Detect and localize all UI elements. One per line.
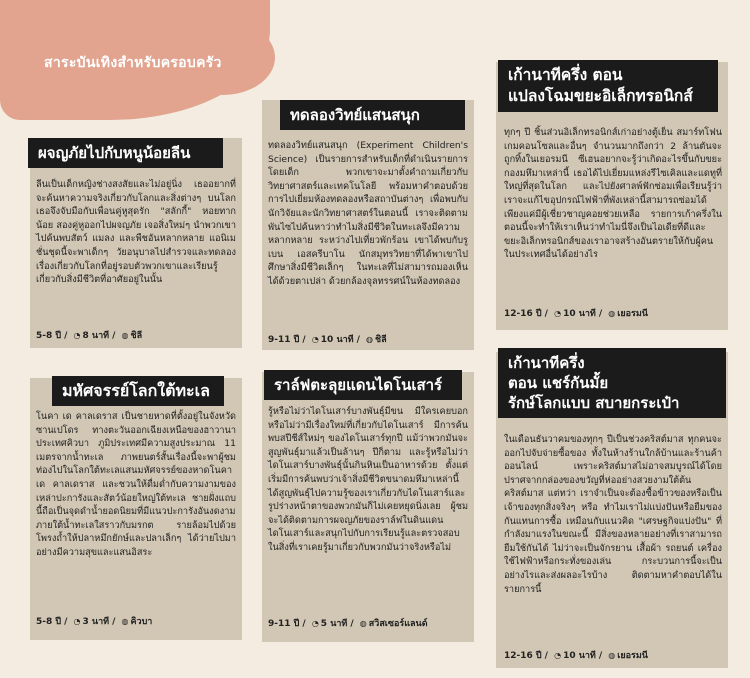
card-meta: 5-8 ปี / ◔ 3 นาที / ◍ คิวบา xyxy=(36,617,153,627)
duration: 8 นาที xyxy=(82,331,110,341)
clock-icon: ◔ xyxy=(311,335,319,344)
card-title-line: รักษ์โลกแบบ สบายกระเป๋า xyxy=(508,394,680,412)
card-title-line: ตอน แชร์กันมั้ย xyxy=(508,374,609,392)
globe-icon: ◍ xyxy=(121,331,129,340)
card-title: มหัศจรรย์โลกใต้ทะเล xyxy=(52,376,224,406)
age-range: 5-8 ปี xyxy=(36,617,62,627)
age-range: 9-11 ปี xyxy=(268,619,300,629)
clock-icon: ◔ xyxy=(554,309,562,318)
section-title: สาระบันเทิงสำหรับครอบครัว xyxy=(44,55,222,71)
duration: 10 นาที xyxy=(563,309,596,319)
card-body: ทดลองวิทย์แสนสนุก (Experiment Children's Science) เป็นรายการสำหรับเด็กที่ดำเนินรายการโดยเด็ก พวกเขาจะมาตั้งคำถามเกี่ยวกับวิทยาศาสตร์และเทคโนโลยี พร้อมหาคำตอบด้วยการไปเยี่ยมห้องทดลองหรือสถาบันต่างๆ เพื่อพบกับนักวิจัยและนักวิทยาศาสตร์ในตอนนี้ เราจะติดตามพันไซไปค้นหาว่าทำไมสิ่งมีชีวิตในทะเลจึงมีความหลากหลาย ระหว่างไปเที่ยวพักร้อน เขาได้พบกับรูเบน เอสครีบาโน นักสมุทรวิทยาที่ได้พาเขาไปศึกษาสิ่งมีชีวิตเล็กๆ ในทะเลที่ไม่สามารถมองเห็นได้ด้วยตาเปล่า ด้วยกล้องจุลทรรศน์ในห้องทดลอง xyxy=(268,140,468,287)
duration: 3 นาที xyxy=(82,617,110,627)
clock-icon: ◔ xyxy=(73,331,81,340)
globe-icon: ◍ xyxy=(608,651,616,660)
country: เยอรมนี xyxy=(617,651,648,661)
card-title-line: เก้านาทีครึ่ง ตอน xyxy=(508,66,623,84)
age-range: 5-8 ปี xyxy=(36,331,62,341)
country: ชิลี xyxy=(375,335,387,345)
card-body: โนคา เด คาลเดราส เป็นชายหาดที่ตั้งอยู่ในจังหวัดซานเปโดร ทางตะวันออกเฉียงเหนือของฮาวานา ประเทศคิวบา ภูมิประเทศมีความสูงประมาณ 11 เมตรจากน้ำทะเล ภาพยนตร์สั้นเรื่องนี้จะพาผู้ชมท่องไปในโลกใต้ทะเลแสนมหัศจรรย์ของหาดโนคา เด คาลเดราส และชวนให้ดื่มด่ำกับความงามของเหล่าปะการังและสัตว์น้อยใหญ่ใต้ทะเล ชายฝั่งแถบนี้ถือเป็นจุดดำน้ำยอดนิยมที่มีแนวปะการังอันงดงาม ภายใต้น้ำทะเลใสราวกับมรกต รายล้อมไปด้วยโพรงถ้ำให้ปลาหมึกยักษ์และปลาเล็กๆ ได้ว่ายไปมาอย่างมีความสุขและแสนอิสระ xyxy=(36,411,236,558)
card-meta: 9-11 ปี / ◔ 5 นาที / ◍ สวิสเซอร์แลนด์ xyxy=(268,619,428,629)
globe-icon: ◍ xyxy=(359,619,367,628)
card-title: ทดลองวิทย์แสนสนุก xyxy=(280,100,465,130)
country: ชิลี xyxy=(130,331,143,341)
card-title xyxy=(498,60,718,112)
globe-icon: ◍ xyxy=(366,335,374,344)
globe-icon: ◍ xyxy=(608,309,616,318)
country: เยอรมนี xyxy=(617,309,648,319)
card-meta: 9-11 ปี / ◔ 10 นาที / ◍ ชิลี xyxy=(268,335,387,345)
country: คิวบา xyxy=(130,617,153,627)
card-meta: 5-8 ปี / ◔ 8 นาที / ◍ ชิลี xyxy=(36,331,143,341)
card-meta: 12-16 ปี / ◔ 10 นาที / ◍ เยอรมนี xyxy=(504,309,648,319)
card-title: ผจญภัยไปกับหนูน้อยลีน xyxy=(28,138,223,168)
globe-icon: ◍ xyxy=(121,617,129,626)
card-body: ลีนเป็นเด็กหญิงช่างสงสัยและไม่อยู่นิ่ง เธออยากที่จะค้นหาความจริงเกี่ยวกับโลกและสิ่งต่างๆ บนโลก เธอจึงจับมือกับเพื่อนคู่หูสุดรัก "สลักกี้" หอยทากน้อย สองคู่หูออกไปผจญภัย เจอสิ่งใหม่ๆ นำพวกเขาไปค้นพบสัตว์ แมลง และพืชอันหลากหลาย แอนิเมชั่นชุดนี้จะพาเด็กๆ วัยอนุบาลไปสำรวจและทดลองเรื่องเกี่ยวกับโลกที่อยู่รอบตัวพวกเขาและเรียนรู้เกี่ยวกับสิ่งมีชีวิตที่อาศัยอยู่ในนั้น xyxy=(36,179,236,286)
card-title-line: แปลงโฉมขยะอิเล็กทรอนิกส์ xyxy=(508,87,693,105)
duration: 10 นาที xyxy=(320,335,354,345)
card-body: รู้หรือไม่ว่าไดโนเสาร์บางพันธุ์มีขน มีใครเคยบอกหรือไม่ว่ามีเรื่องใหม่ที่เกี่ยวกับไดโนเสาร์ มีการค้นพบสปีชีส์ใหม่ๆ ของไดโนเสาร์ทุกปี แม้ว่าพวกมันจะสูญพันธุ์มาแล้วเป็นล้านๆ ปีก็ตาม และรู้หรือไม่ว่าไดโนเสาร์บางพันธุ์นั้นกินหินเป็นอาหารด้วย ตั้งแต่เริ่มมีการค้นพบว่าเจ้าสิ่งมีชีวิตขนาดมหึมาเหล่านี้ได้สูญพันธุ์ไปความรู้ของเราเกี่ยวกับไดโนเสาร์และรูปร่างหน้าตาของพวกมันก็ไม่เคยหยุดนิ่งเลย ผู้ชมจะได้ติดตามการผจญภัยของราล์ฟในดินแดนไดโนเสาร์และสนุกไปกับการเรียนรู้และตรวจสอบในสิ่งที่เราเคยรู้มาเกี่ยวกับพวกมันว่าจริงหรือไม่ xyxy=(268,406,468,553)
card-title-line: เก้านาทีครึ่ง xyxy=(508,354,585,372)
age-range: 12-16 ปี xyxy=(504,651,542,661)
age-range: 9-11 ปี xyxy=(268,335,300,345)
clock-icon: ◔ xyxy=(554,651,562,660)
duration: 10 นาที xyxy=(563,651,596,661)
card-body: ทุกๆ ปี ชิ้นส่วนอิเล็กทรอนิกส์เก่าอย่างตู้เย็น สมาร์ทโฟน เกมคอนโซลและอื่นๆ จำนวนมากถึงกว่า 2 ล้านตันจะถูกทิ้งในเยอรมนี ซีเฮนอยากจะรู้ว่าเกิดอะไรขึ้นกับขยะกองมหึมาเหล่านี้ เธอได้ไปเยี่ยมแหล่งรีไซเคิลและแดทูที่ใหญ่ที่สุดในโลก และไปยังศาลพ์ฟักซ่อมเพื่อเรียนรู้ว่าเราจะแก้ไขอุปกรณ์ไฟฟ้าที่พังเหล่านี้สามารถซ่อมได้ เพียงแค่มีผู้เชี่ยวชาญคอยช่วยเหลือ รายการเก้าครึ่งในตอนนี้จะทำให้เราเห็นว่าทำไมนี่จึงเป็นไอเดียที่ดีและขยะอิเล็กทรอนิกส์ของเราอาจสร้างอันตรายให้กับผู้คนในประเทศอื่นได้อย่างไร xyxy=(504,127,722,261)
card-title: ราล์ฟตะลุยแดนไดโนเสาร์ xyxy=(264,370,462,400)
clock-icon: ◔ xyxy=(311,619,319,628)
age-range: 12-16 ปี xyxy=(504,309,542,319)
card-meta: 12-16 ปี / ◔ 10 นาที / ◍ เยอรมนี xyxy=(504,651,648,661)
card-title xyxy=(498,348,726,418)
duration: 5 นาที xyxy=(320,619,348,629)
clock-icon: ◔ xyxy=(73,617,81,626)
card-body: ในเดือนธันวาคมของทุกๆ ปีเป็นช่วงคริสต์มาส ทุกคนจะออกไปจับจ่ายซื้อของ ทั้งในห้างร้านใกล้บ้านและร้านค้าออนไลน์ เพราะคริสต์มาสไม่อาจสมบูรณ์ได้โดยปราศจากกล่องของขวัญที่ห่ออย่างสวยงามใต้ต้นคริสต์มาส แต่ทว่า เราจำเป็นจะต้องซื้อข้าวของหรือเป็นเจ้าของทุกสิ่งจริงๆ หรือ ทำไมเราไม่แบ่งปันหรือยืมของกันแทนการซื้อ เหมือนกับแนวคิด "เศรษฐกิจแบ่งปัน" ที่กำลังมาแรงในขณะนี้ มีสิ่งของหลายอย่างที่เราสามารถยืมใช้กันได้ ไม่ว่าจะเป็นจักรยาน เสื้อผ้า รถยนต์ เครื่องใช้ไฟฟ้าหรือกระทั่งของเล่น กระบวนการนี้จะเป็นอย่างไรและส่งผลอะไรบ้าง ติดตามหาคำตอบได้ในรายการนี้ xyxy=(504,434,722,595)
country: สวิสเซอร์แลนด์ xyxy=(368,619,428,629)
